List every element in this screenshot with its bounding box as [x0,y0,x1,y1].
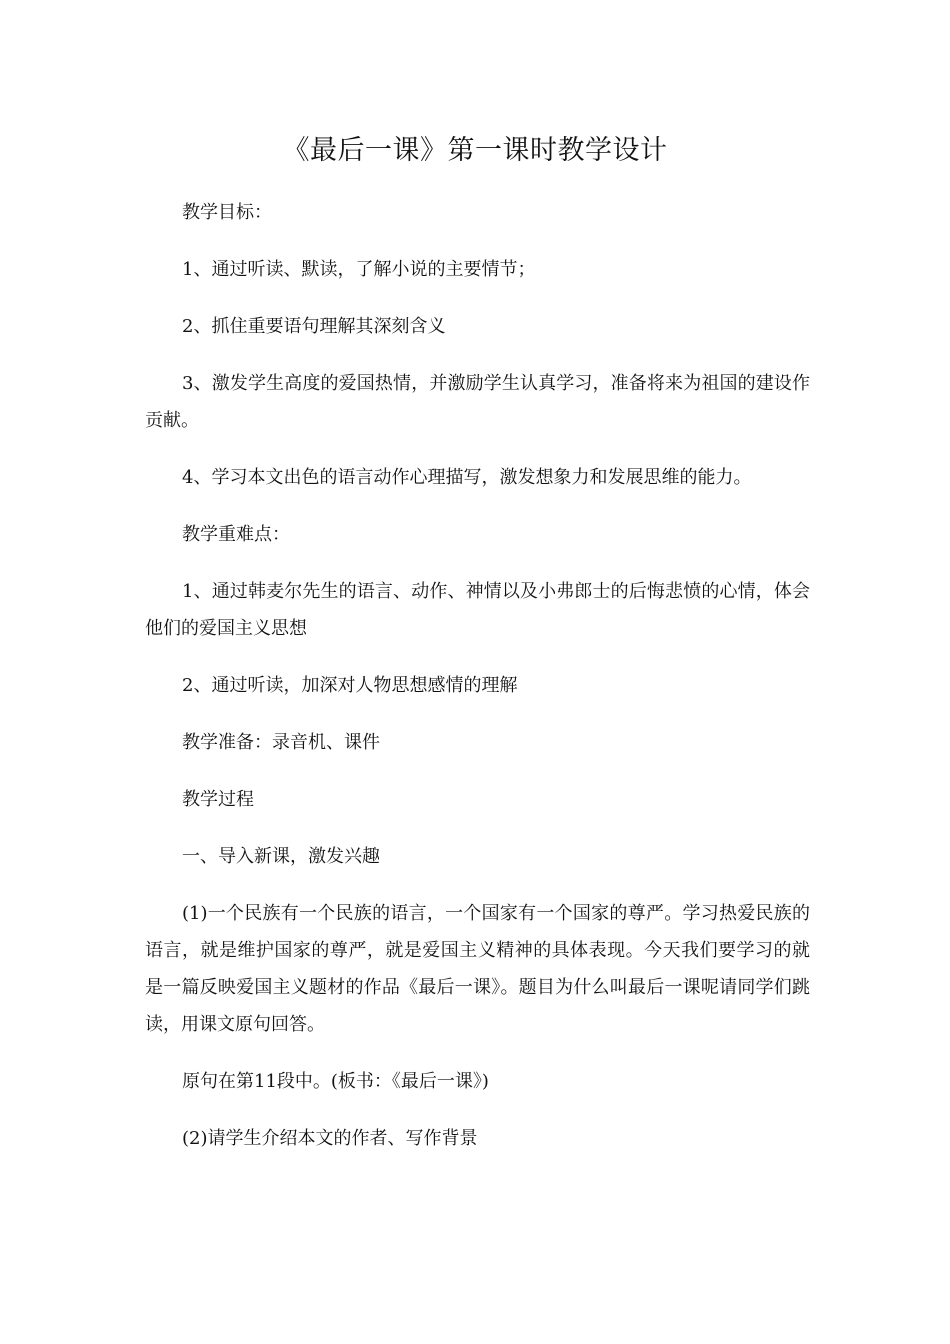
paragraph-keypoints-heading: 教学重难点： [182,524,290,545]
document-body [145,194,810,1177]
paragraph-objective-3: 3、激发学生高度的爱国热情，并激励学生认真学习，准备将来为祖国的建设作贡献。 [145,373,810,431]
paragraph-process-heading: 教学过程 [182,789,254,810]
paragraph-keypoint-1: 1、通过韩麦尔先生的语言、动作、神情以及小弗郎士的后悔悲愤的心情，体会他们的爱国主义思想 [145,581,810,639]
paragraph-section-1-heading: 一、导入新课，激发兴趣 [182,846,380,867]
paragraph-objective-1: 1、通过听读、默读，了解小说的主要情节； [182,259,536,280]
paragraph-step-1: (1)一个民族有一个民族的语言，一个国家有一个国家的尊严。学习热爱民族的语言，就是维护国家的尊严，就是爱国主义精神的具体表现。今天我们要学习的就是一篇反映爱国主义题材的作品《最后一课》。题目为什么叫最后一课呢请同学们跳读，用课文原句回答。 [145,903,810,1035]
paragraph-preparation: 教学准备：录音机、课件 [182,732,380,753]
paragraph-step-2: (2)请学生介绍本文的作者、写作背景 [182,1128,478,1149]
paragraph-source-sentence: 原句在第11段中。(板书：《最后一课》) [182,1071,489,1092]
paragraph-objective-4: 4、学习本文出色的语言动作心理描写，激发想象力和发展思维的能力。 [182,467,752,488]
paragraph-objective-2: 2、抓住重要语句理解其深刻含义 [182,316,446,337]
paragraph-objectives-heading: 教学目标： [182,202,272,223]
paragraph-keypoint-2: 2、通过听读，加深对人物思想感情的理解 [182,675,518,696]
document-title: 《最后一课》第一课时教学设计 [282,135,668,166]
